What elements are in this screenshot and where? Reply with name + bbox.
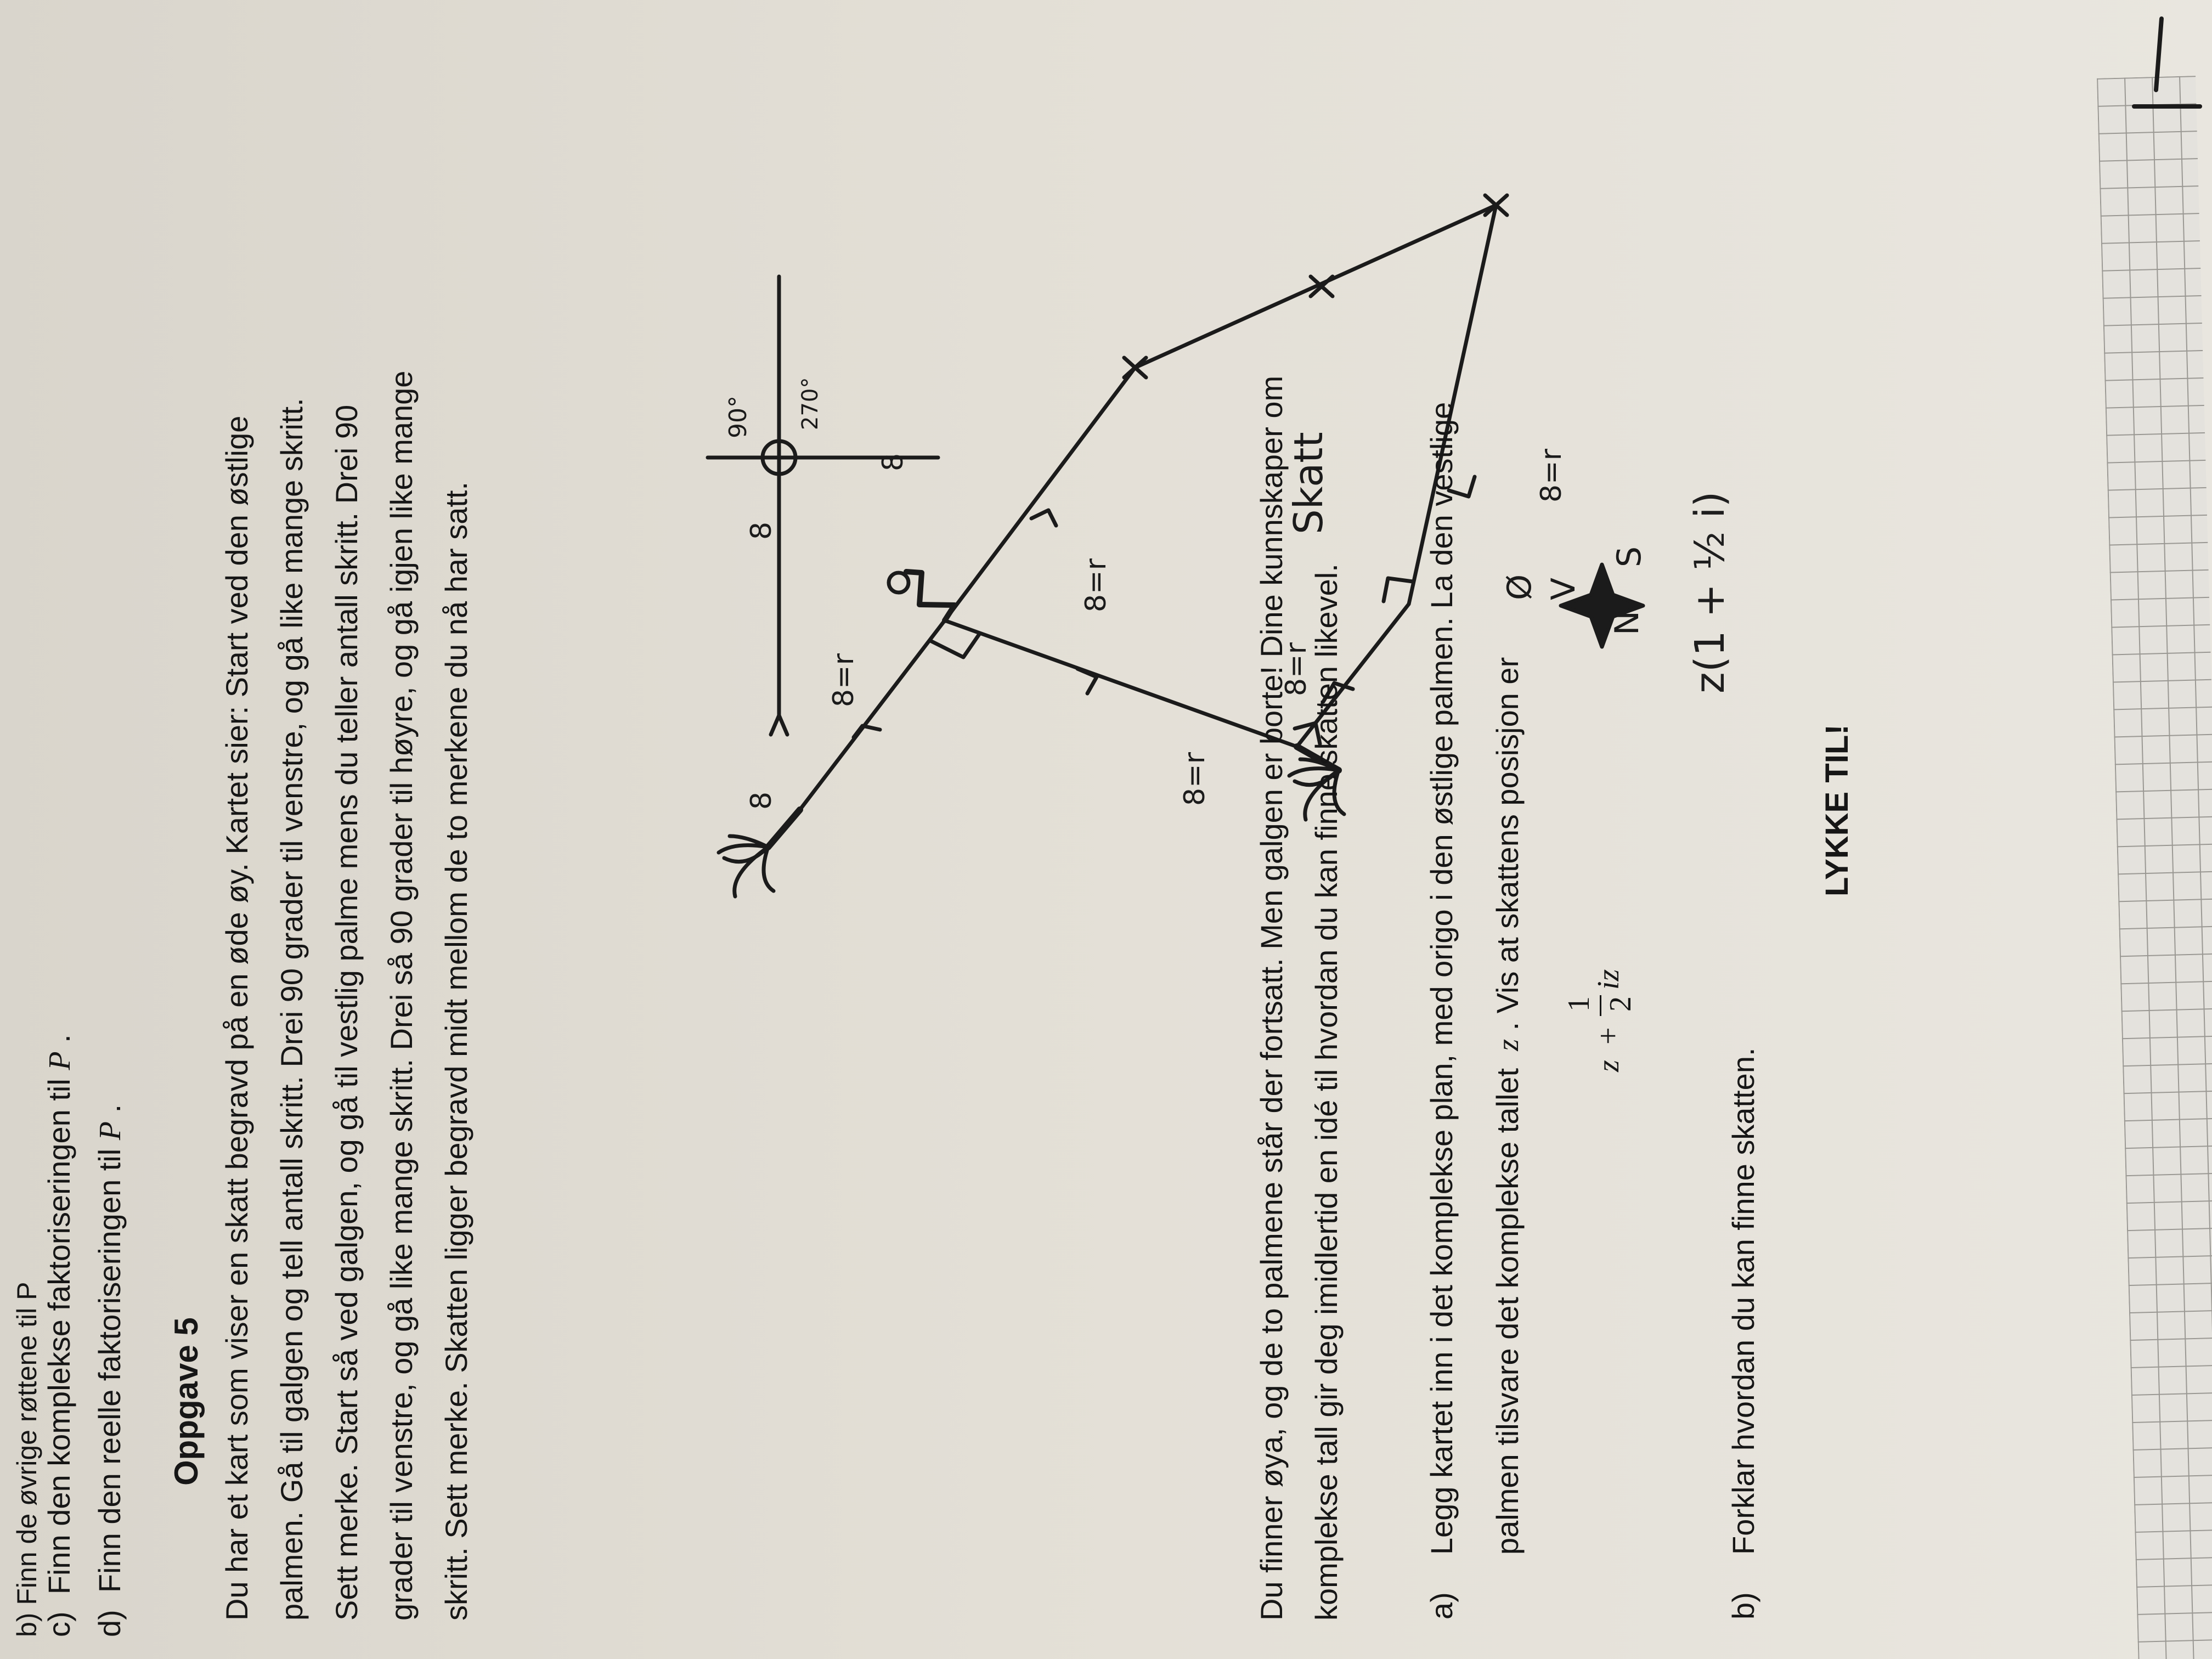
axis-tick-1: 8 (745, 791, 778, 810)
treasure-label: Skatt (1285, 432, 1331, 534)
intro-line-5: skritt. Sett merke. Skatten ligger begravd midt mellom de to merkene du nå har satt. (439, 481, 473, 1621)
followup-line-1: Du finner øya, og de to palmene står der fortsatt. Men galgen er borte! Dine kunnskaper om (1254, 375, 1289, 1621)
intro-line-4: grader til venstre, og gå like mange skritt. Drei så 90 grader til høyre, og gå igjen like mange (384, 370, 419, 1621)
compass-north: N (1608, 611, 1646, 635)
intro-line-1: Du har et kart som viser en skatt begravd på en øde øy. Kartet sier: Start ved den østlige (219, 415, 254, 1621)
question-b-text: Forklar hvordan du kan finne skatten. (1726, 1047, 1760, 1555)
question-a-marker: a) (1424, 1592, 1459, 1620)
step-label-5: 8=r (1535, 448, 1568, 503)
angle-label-90: 90° (724, 396, 752, 438)
intro-line-3: Sett merke. Start så ved galgen, og gå til vestlig palme mens du teller antall skritt. Drei 90 (329, 404, 364, 1621)
task-title: Oppgave 5 (168, 1317, 205, 1486)
item-d: d) Finn den reelle faktoriseringen til P . (92, 1104, 127, 1637)
item-c: c) Finn den komplekse faktoriseringen til P . (42, 1034, 77, 1637)
compass-south: S (1610, 546, 1649, 567)
axis-tick-3: 8 (877, 453, 910, 471)
handwritten-answer: z(1 + ½ i) (1686, 491, 1734, 693)
step-label-3: 8=r (1280, 642, 1313, 696)
followup-line-2: komplekse tall gir deg imidlertid en idé til hvordan du kan finne skatten likevel. (1309, 563, 1344, 1621)
worksheet-page: b) Finn de øvrige røttene til P c) Finn den komplekse faktoriseringen til P . d) Finn den reelle faktoriseringen til P . Oppgave 5 Du har et kart som viser en skatt begravd på en øde øy. Kartet sier: Start ved den østlige palmen. Gå til galgen og tell antall skritt. Drei 90 grader til venstre, og gå like mange skritt. Sett merke. Start så ved galgen, og gå til vestlig palme mens du teller antall skritt. Drei 90 grader til venstre, og gå like mange skritt. Drei så 90 grader til høyre, og gå igjen like mange skritt. Sett merke. Skatten ligger begravd midt mellom de to merkene du nå har satt. N S V Ø Skatt 8=r 8=r 8=r 8=r 8=r 8 8 8 90° 270° Du finner øya, og de to palmene står der fortsatt. Men galgen er borte! Dine kunnskaper om komplekse tall gir deg imidlertid en idé til hvordan du kan finne skatten likevel. a) Legg kartet inn i det komplekse plan, med origo i den østlige palmen. La den vestlige palmen tilsvare det komplekse tallet z . Vis at skattens posisjon er z + 1 2 iz z(1 + ½ i) b) Forklar hvordan du kan finne skatten. LYKKE TIL! (0, 0, 2212, 1659)
question-a-line-2: palmen tilsvare det komplekse tallet z . Vis at skattens posisjon er (1490, 657, 1525, 1555)
step-label-2: 8=r (827, 653, 860, 707)
step-label-1: 8=r (1178, 752, 1211, 806)
question-b-marker: b) (1726, 1592, 1760, 1620)
compass-west: V (1544, 577, 1583, 600)
item-b: b) Finn de øvrige røttene til P (12, 1282, 42, 1637)
compass-east: Ø (1500, 574, 1539, 600)
angle-label-270: 270° (798, 377, 823, 430)
axis-tick-2: 8 (745, 521, 778, 540)
closing-text: LYKKE TIL! (1819, 724, 1855, 896)
intro-line-2: palmen. Gå til galgen og tell antall skritt. Drei 90 grader til venstre, og gå like mange skritt. (274, 398, 309, 1621)
step-label-4: 8=r (1080, 558, 1113, 612)
question-a-line-1: Legg kartet inn i det komplekse plan, med origo i den østlige palmen. La den vestlige (1424, 402, 1459, 1555)
